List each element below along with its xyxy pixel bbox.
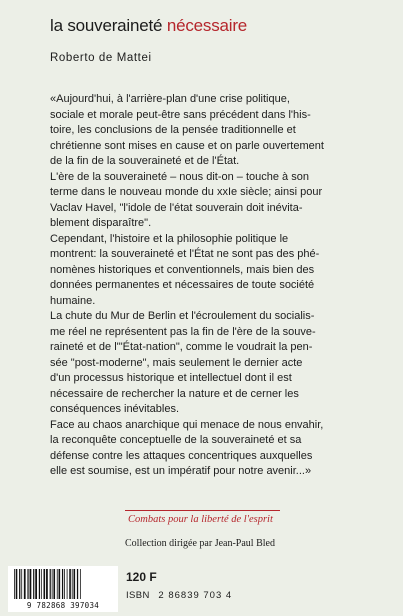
barcode-bars — [8, 566, 118, 602]
series-title: Combats pour la liberté de l'esprit — [128, 514, 273, 525]
blurb-line: humaine. — [50, 294, 96, 307]
blurb-text — [50, 92, 380, 480]
blurb-line: Face au chaos anarchique qui menace de nous envahir, — [50, 418, 324, 431]
blurb-line: nécessaire de rechercher la nature et de cerner les — [50, 387, 299, 400]
title-accent: nécessaire — [166, 16, 248, 35]
title-main: la souveraineté — [50, 16, 163, 35]
series-divider — [125, 510, 280, 511]
blurb-line: d'un processus historique et intellectuel dont il est — [50, 372, 292, 384]
blurb-line: blement disparaître". — [50, 217, 152, 229]
blurb-line: la reconquête conceptuelle de la souveraineté et sa — [50, 434, 302, 446]
blurb-line: conséquences inévitables. — [50, 403, 180, 415]
blurb-line: chrétienne sont mises en cause et on parle ouvertement — [50, 139, 324, 152]
blurb-line: données permanentes et nécessaires de toute société — [50, 279, 315, 291]
blurb-line: «Aujourd'hui, à l'arrière-plan d'une crise politique, — [50, 93, 290, 105]
blurb-line: La chute du Mur de Berlin et l'écroulement du socialis- — [50, 310, 315, 322]
blurb-line: montrent: la souveraineté et l'État ne sont pas des phé- — [50, 248, 320, 260]
blurb-line: sée "post-moderne", mais seulement le dernier acte — [50, 356, 303, 369]
blurb-line: Vaclav Havel, "l'idole de l'état souverain doit inévita- — [50, 201, 303, 214]
blurb-line: Cependant, l'histoire et la philosophie politique le — [50, 232, 289, 245]
isbn-label: ISBN — [126, 590, 150, 601]
author-name: Roberto de Mattei — [50, 52, 152, 64]
collection-credit: Collection dirigée par Jean-Paul Bled — [125, 538, 275, 549]
blurb-line: L'ère de la souveraineté – nous dit-on – touche à son — [50, 170, 309, 183]
blurb-line: toire, les conclusions de la pensée traditionnelle et — [50, 124, 296, 136]
blurb-line: défense contre les attaques concentriques auxquelles — [50, 449, 313, 462]
book-title — [50, 16, 247, 36]
isbn-number: 2 86839 703 4 — [158, 590, 233, 601]
price: 120 F — [126, 570, 157, 584]
blurb-line: nomènes historiques et conventionnels, mais bien des — [50, 263, 315, 276]
blurb-line: sociale et morale peut-être sans précédent dans l'his- — [50, 108, 311, 121]
blurb-line: elle est soumise, est un impératif pour notre avenir...» — [50, 465, 312, 477]
isbn — [126, 590, 232, 601]
barcode — [8, 566, 118, 612]
blurb-line: terme dans le nouveau monde du xxIe siècle; ainsi pour — [50, 186, 323, 198]
blurb-line: me réel ne représentent pas la fin de l'ère de la souve- — [50, 325, 316, 338]
blurb-line: raineté et de l'"État-nation", comme le voudrait la pen- — [50, 341, 313, 353]
blurb-line: de la fin de la souveraineté et de l'État. — [50, 155, 240, 167]
barcode-digits: 9 782868 397034 — [26, 601, 100, 610]
